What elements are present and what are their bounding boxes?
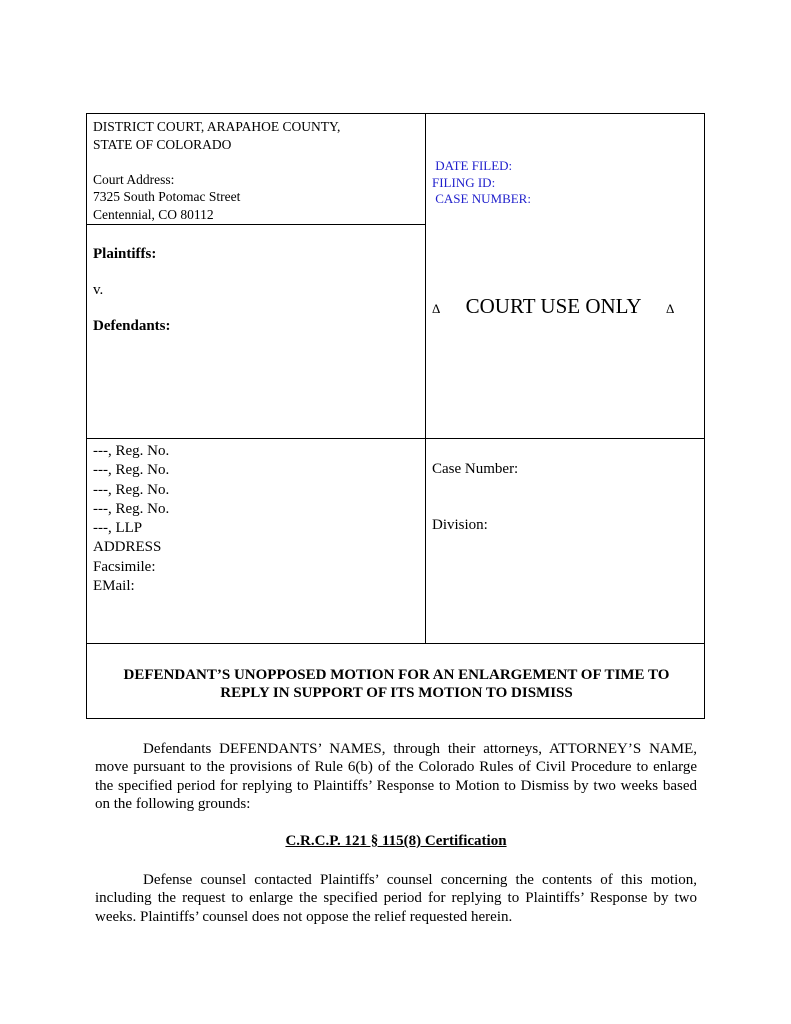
court-name-line: DISTRICT COURT, ARAPAHOE COUNTY,: [93, 119, 341, 134]
attorney-email: EMail:: [93, 578, 135, 595]
plaintiffs-label: Plaintiffs:: [93, 246, 157, 262]
court-use-only: [432, 294, 674, 319]
court-street: 7325 South Potomac Street: [93, 189, 241, 204]
attorney-facsimile: Facsimile:: [93, 558, 156, 575]
motion-title-line-2: REPLY IN SUPPORT OF ITS MOTION TO DISMISS: [220, 685, 573, 701]
court-use-label: COURT USE ONLY: [465, 294, 641, 318]
court-state-line: STATE OF COLORADO: [93, 136, 232, 152]
versus-text: v.: [93, 282, 104, 298]
case-info: [432, 461, 518, 534]
date-filed-label: DATE FILED:: [432, 158, 513, 173]
parties: [93, 246, 171, 335]
attorney-firm: ---, LLP: [93, 520, 143, 537]
attorney-address: ADDRESS: [93, 539, 162, 556]
motion-paragraph-1: Defendants DEFENDANTS’ NAMES, through their attorneys, ATTORNEY’S NAME, move pursuant to the provisions of Rule 6(b) of the Colorado Rules of Civil Procedure to enlarge the specified period for replying to Plaintiffs’ Response to Motion to Dismiss by two weeks based on the following grounds:: [95, 741, 697, 813]
parties-attorney-divider: [87, 438, 704, 439]
case-number-label: Case Number:: [432, 461, 519, 477]
court-city: Centennial, CO 80112: [93, 206, 214, 222]
delta-right-icon: Δ: [666, 301, 675, 316]
motion-title-line-1: DEFENDANT’S UNOPPOSED MOTION FOR AN ENLARGEMENT OF TIME TO: [123, 667, 670, 683]
attorney-line: ---, Reg. No.: [93, 443, 170, 459]
column-divider: [425, 114, 426, 644]
division-label: Division:: [432, 517, 488, 533]
attorney-info: [93, 442, 169, 596]
delta-left-icon: Δ: [432, 301, 441, 316]
attorney-title-divider: [87, 643, 704, 644]
court-address-label: Court Address:: [93, 171, 175, 187]
motion-title: [87, 666, 706, 702]
court-info: [93, 118, 340, 223]
certification-paragraph: Defense counsel contacted Plaintiffs’ counsel concerning the contents of this motion, including the request to enlarge the specified period for replying to Plaintiffs’ Response by two weeks. Plaintiffs’ counsel does not oppose the relief requested herein.: [95, 872, 697, 925]
case-number-filing-label: CASE NUMBER:: [432, 191, 531, 206]
attorney-line: ---, Reg. No.: [93, 500, 170, 517]
attorney-line: ---, Reg. No.: [93, 481, 170, 498]
attorney-line: ---, Reg. No.: [93, 462, 170, 479]
court-parties-divider: [87, 224, 425, 225]
court-blank-line: [93, 153, 340, 171]
defendants-label: Defendants:: [93, 318, 171, 334]
filing-info: [432, 158, 531, 208]
filing-id-label: FILING ID:: [432, 174, 496, 190]
caption-table: [86, 113, 705, 719]
certification-heading: C.R.C.P. 121 § 115(8) Certification: [285, 833, 507, 849]
